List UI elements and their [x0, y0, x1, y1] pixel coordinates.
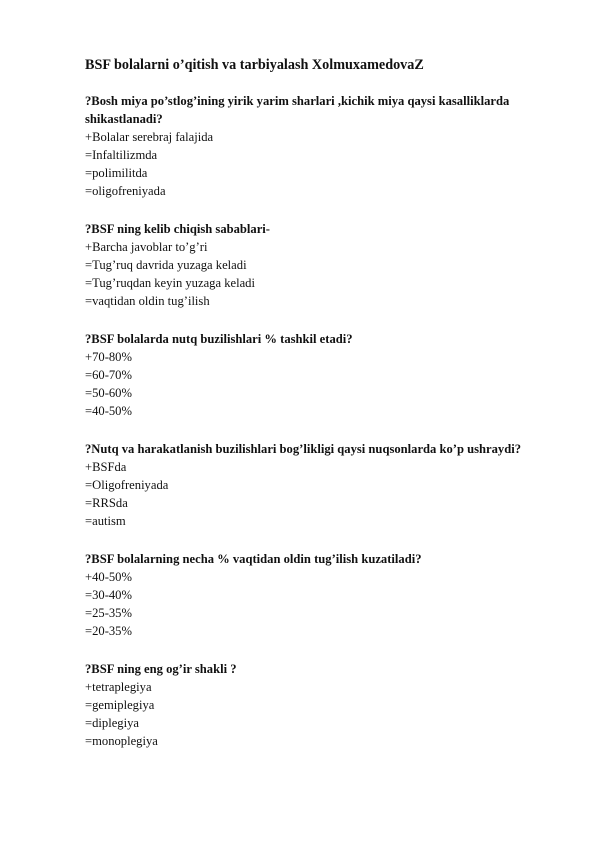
question-block — [85, 220, 556, 310]
answer-option: +70-80% — [85, 350, 132, 364]
answer-option: =autism — [85, 514, 126, 528]
question-block — [85, 550, 556, 640]
answer-option: =Tug’ruq davrida yuzaga keladi — [85, 258, 247, 272]
answer-option: =Tug’ruqdan keyin yuzaga keladi — [85, 276, 255, 290]
question-text: ?Bosh miya po’stlog’ining yirik yarim sharlari ,kichik miya qaysi kasalliklarda shikastlanadi? — [85, 94, 510, 126]
question-text: ?Nutq va harakatlanish buzilishlari bog’likligi qaysi nuqsonlarda ko’p ushraydi? — [85, 442, 522, 456]
answer-option: =Oligofreniyada — [85, 478, 169, 492]
question-text: ?BSF ning kelib chiqish sabablari- — [85, 222, 271, 236]
answer-option: +40-50% — [85, 570, 132, 584]
answer-option: =20-35% — [85, 624, 132, 638]
answer-option: =diplegiya — [85, 716, 139, 730]
answer-option: =monoplegiya — [85, 734, 158, 748]
answer-option: =RRSda — [85, 496, 128, 510]
document-title: BSF bolalarni o’qitish va tarbiyalash XolmuxamedovaZ — [85, 57, 424, 73]
question-block — [85, 440, 556, 530]
question-block — [85, 660, 556, 750]
answer-option: +Barcha javoblar to’g’ri — [85, 240, 208, 254]
question-text: ?BSF bolalarning necha % vaqtidan oldin tug’ilish kuzatiladi? — [85, 552, 422, 566]
question-block — [85, 92, 556, 200]
answer-option: =25-35% — [85, 606, 132, 620]
answer-option: =30-40% — [85, 588, 132, 602]
answer-option: +tetraplegiya — [85, 680, 152, 694]
question-text: ?BSF ning eng og’ir shakli ? — [85, 662, 237, 676]
question-block — [85, 330, 556, 420]
answer-option: =Infaltilizmda — [85, 148, 158, 162]
answer-option: =40-50% — [85, 404, 132, 418]
answer-option: +Bolalar serebraj falajida — [85, 130, 214, 144]
answer-option: =polimilitda — [85, 166, 148, 180]
answer-option: =vaqtidan oldin tug’ilish — [85, 294, 210, 308]
question-text: ?BSF bolalarda nutq buzilishlari % tashkil etadi? — [85, 332, 353, 346]
answer-option: =60-70% — [85, 368, 132, 382]
answer-option: =gemiplegiya — [85, 698, 155, 712]
answer-option: =50-60% — [85, 386, 132, 400]
answer-option: =oligofreniyada — [85, 184, 166, 198]
answer-option: +BSFda — [85, 460, 127, 474]
